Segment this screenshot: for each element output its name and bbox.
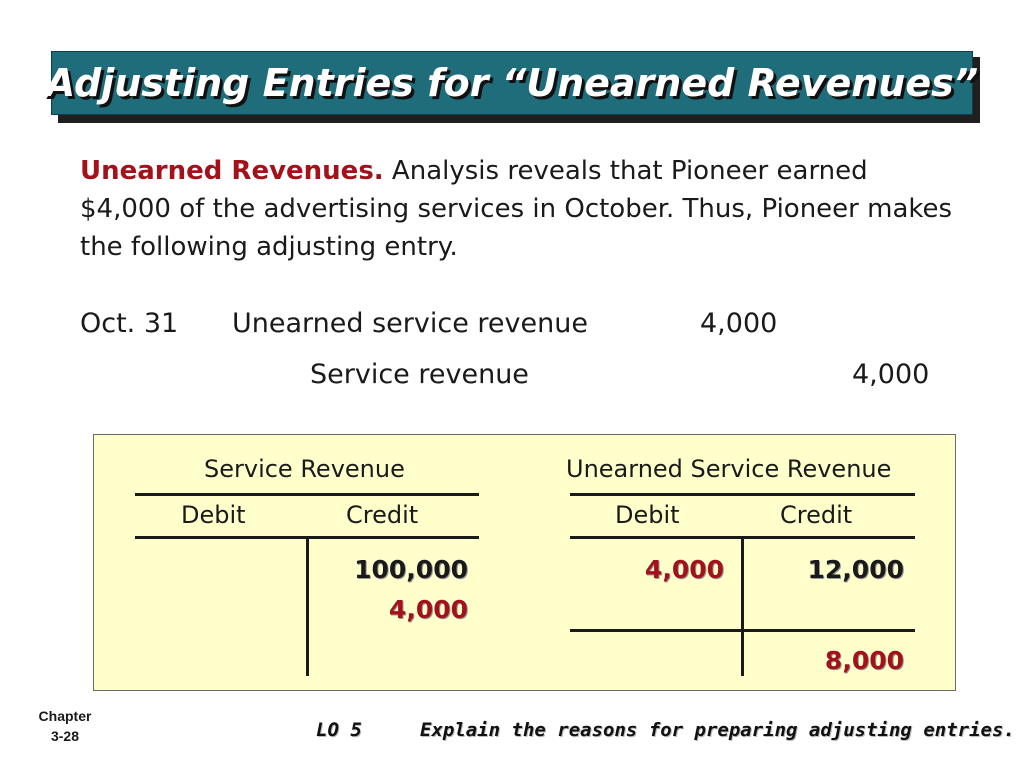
t-account-total-rule xyxy=(570,629,915,632)
chapter-label-block xyxy=(30,706,100,746)
t-accounts-panel xyxy=(93,434,956,691)
t-account-title: Service Revenue xyxy=(204,455,405,483)
intro-paragraph xyxy=(80,152,960,266)
t-credit-label: Credit xyxy=(780,501,853,529)
je-date: Oct. 31 xyxy=(80,308,179,339)
chapter-page: 3-28 xyxy=(50,728,80,744)
t-debit-label: Debit xyxy=(181,501,246,529)
chapter-label: Chapter xyxy=(38,708,92,724)
title-banner xyxy=(45,51,979,115)
je-credit-account: Service revenue xyxy=(310,359,529,390)
t-account-title: Unearned Service Revenue xyxy=(566,455,892,483)
t-credit-entry-1: 12,000 xyxy=(807,555,904,584)
learning-objective-label: LO 5 xyxy=(316,719,362,741)
je-debit-account: Unearned service revenue xyxy=(232,308,588,339)
t-account-top-rule xyxy=(570,493,915,496)
t-debit-entry-1: 4,000 xyxy=(644,555,724,584)
intro-lead: Unearned Revenues. xyxy=(80,156,384,186)
t-account-divider xyxy=(741,536,744,676)
t-balance-entry: 8,000 xyxy=(824,646,904,675)
t-credit-entry-1: 100,000 xyxy=(354,555,468,584)
t-credit-label: Credit xyxy=(346,501,419,529)
intro-text: Analysis reveals that Pioneer earned $4,000 of the advertising services in October. Thus, Pioneer makes the following adjusting entry. xyxy=(80,156,953,262)
t-account-top-rule xyxy=(135,493,479,496)
t-account-divider xyxy=(306,536,309,676)
t-debit-label: Debit xyxy=(615,501,680,529)
learning-objective-text: Explain the reasons for preparing adjusting entries. xyxy=(420,719,1015,741)
t-credit-entry-2: 4,000 xyxy=(388,595,468,624)
slide-title: Adjusting Entries for “Unearned Revenues” xyxy=(45,61,979,105)
je-debit-amount: 4,000 xyxy=(700,308,778,339)
je-credit-amount: 4,000 xyxy=(852,359,930,390)
